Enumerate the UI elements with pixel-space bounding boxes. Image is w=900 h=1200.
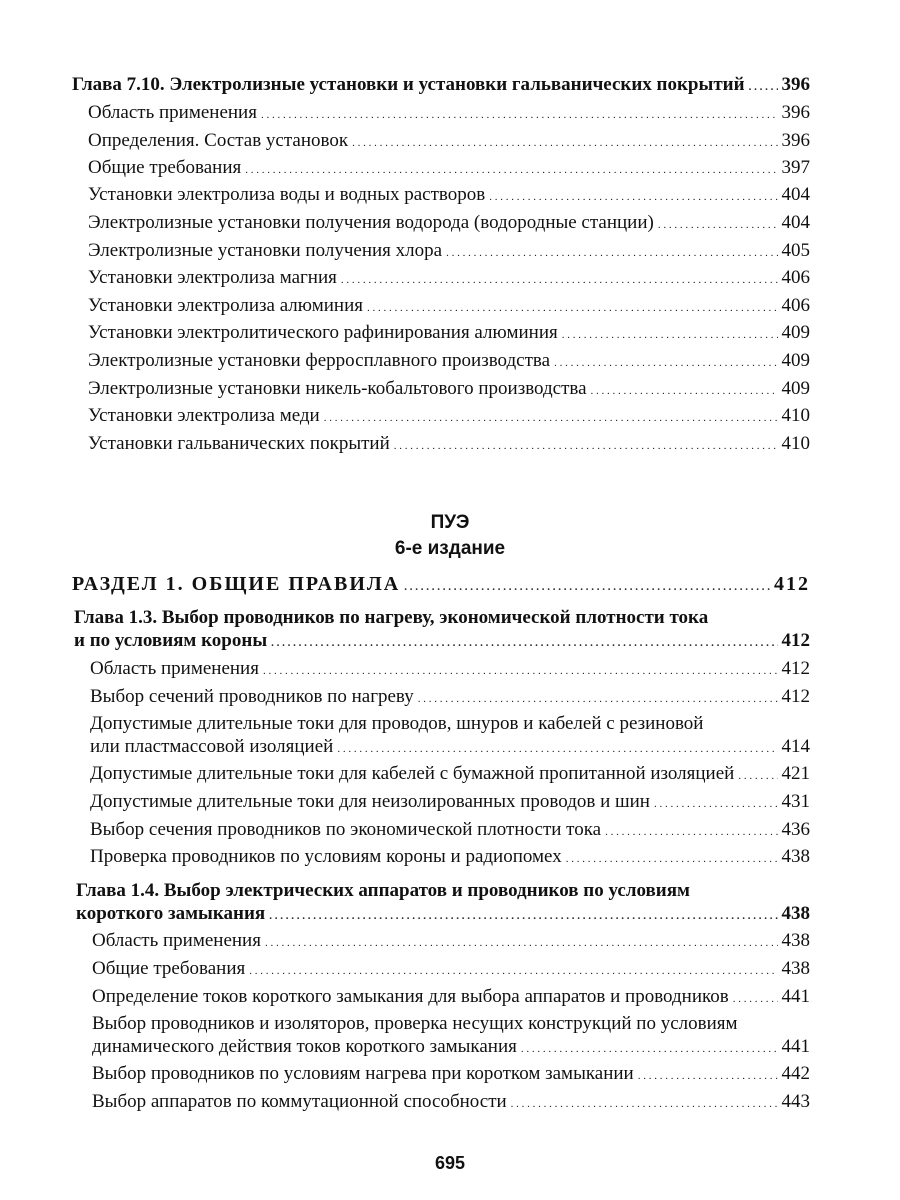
toc-entry: Область применения . . . 412 [90,658,810,682]
toc-entry: динамического действия токов короткого замыкания . . . 441 [92,1036,810,1060]
toc-entry: Общие требования . . . 438 [92,958,810,982]
toc-entry: Электролизные установки получения водорода (водородные станции) . . . 404 [88,212,810,236]
toc-entry: Установки электролитического рафинирования алюминия . . . 409 [88,322,810,346]
toc-entry: Выбор сечения проводников по экономической плотности тока . . . 436 [90,819,810,843]
toc-entry: Определение токов короткого замыкания для выбора аппаратов и проводников . . . 441 [92,986,810,1010]
toc-entry: Установки гальванических покрытий . . . 410 [88,433,810,457]
chapter-7-10-heading [72,74,810,98]
book-edition: 6-е издание [394,538,506,559]
toc-entry: Установки электролиза магния . . . 406 [88,267,810,291]
chapter-1-3-heading: и по условиям короны . . . 412 [74,630,810,654]
page-number-footer: 695 [434,1153,466,1173]
chapter-title: Глава 7.10. Электролизные установки и установки гальванических покрытий [72,74,745,95]
toc-entry: Установки электролиза алюминия . . . 406 [88,295,810,319]
section-1-heading: РАЗДЕЛ 1. ОБЩИЕ ПРАВИЛА . . . 412 [72,573,810,598]
chapter-1-4-heading: короткого замыкания . . . 438 [76,903,810,927]
toc-entry: Установки электролиза меди . . . 410 [88,405,810,429]
toc-entry: Электролизные установки получения хлора . . . 405 [88,240,810,264]
toc-entry: Определения. Состав установок . . . 396 [88,130,810,154]
toc-entry: Область применения . . . 438 [92,930,810,954]
chapter-1-4-title: Глава 1.4. Выбор электрических аппаратов и проводников по условиям [76,880,690,901]
toc-entry: Выбор аппаратов по коммутационной способности . . . 443 [92,1091,810,1115]
toc-entry: Допустимые длительные токи для кабелей с бумажной пропитанной изоляцией . . . 421 [90,763,810,787]
toc-entry: Выбор сечений проводников по нагреву . . . 412 [90,686,810,710]
toc-entry-line1: Допустимые длительные токи для проводов, шнуров и кабелей с резиновой [90,713,704,734]
chapter-1-3-title: Глава 1.3. Выбор проводников по нагреву, экономической плотности тока [74,607,709,628]
toc-entry: Допустимые длительные токи для неизолированных проводов и шин . . . 431 [90,791,810,815]
toc-entry: Электролизные установки никель-кобальтового производства . . . 409 [88,378,810,402]
toc-entry: Электролизные установки ферросплавного производства . . . 409 [88,350,810,374]
toc-entry: Выбор проводников по условиям нагрева при коротком замыкании . . . 442 [92,1063,810,1087]
toc-entry: Общие требования . . . 397 [88,157,810,181]
toc-entry-line1: Выбор проводников и изоляторов, проверка несущих конструкций по условиям [92,1013,738,1034]
toc-entry: Область применения . . . 396 [88,102,810,126]
book-title: ПУЭ [430,512,470,533]
toc-entry: Проверка проводников по условиям короны и радиопомех . . . 438 [90,846,810,870]
toc-entry: Установки электролиза воды и водных растворов . . . 404 [88,184,810,208]
page-number: 396 [781,74,810,95]
toc-entry: или пластмассовой изоляцией . . . 414 [90,736,810,760]
